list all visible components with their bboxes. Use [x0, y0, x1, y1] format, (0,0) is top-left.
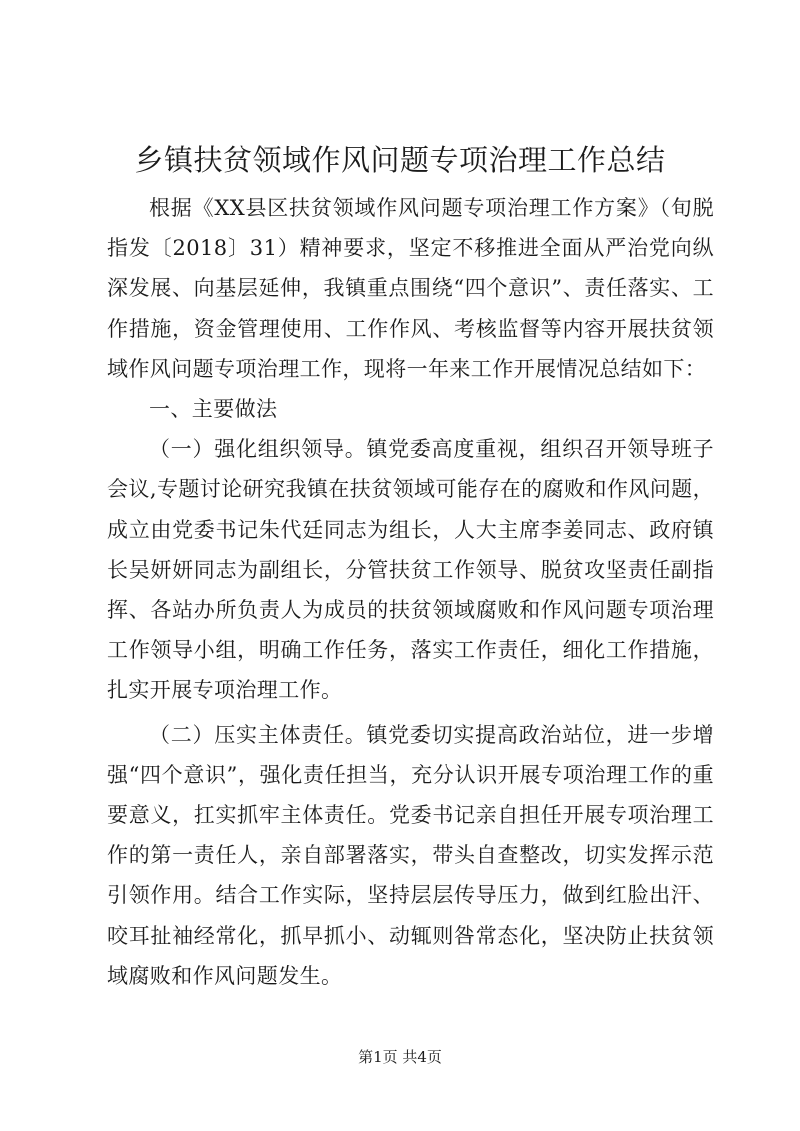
section-heading-main-practices: 一、主要做法 — [149, 397, 278, 422]
page-footer: 第1页 共4页 — [358, 1048, 442, 1066]
paragraph-main-responsibility: （二）压实主体责任。镇党委切实提高政治站位，进一步增强“四个意识”，强化责任担当，充分认识开展专项治理工作的重要意义，扛实抓牢主体责任。党委书记亲自担任开展专项治理工作的第一责任人，亲自部署落实，带头自查整改，切实发挥示范引领作用。结合工作实际，坚持层层传导压力，做到红脸出汗、咬耳扯袖经常化，抓早抓小、动辄则咎常态化，坚决防止扶贫领域腐败和作风问题发生。 — [107, 722, 714, 988]
document-body — [107, 188, 714, 996]
paragraph-organization-leadership: （一）强化组织领导。镇党委高度重视，组织召开领导班子会议,专题讨论研究我镇在扶贫领域可能存在的腐败和作风问题，成立由党委书记朱代廷同志为组长，人大主席李姜同志、政府镇长吴妍妍同志为副组长，分管扶贫工作领导、脱贫攻坚责任副指挥、各站办所负责人为成员的扶贫领域腐败和作风问题专项治理工作领导小组，明确工作任务，落实工作责任，细化工作措施，扎实开展专项治理工作。 — [107, 437, 714, 703]
intro-paragraph: 根据《XX县区扶贫领域作风问题专项治理工作方案》（旬脱指发〔2018〕31）精神要求，坚定不移推进全面从严治党向纵深发展、向基层延伸，我镇重点围绕“四个意识”、责任落实、工作措施，资金管理使用、工作作风、考核监督等内容开展扶贫领域作风问题专项治理工作，现将一年来工作开展情况总结如下： — [107, 196, 714, 381]
document-title: 乡镇扶贫领域作风问题专项治理工作总结 — [134, 143, 666, 177]
